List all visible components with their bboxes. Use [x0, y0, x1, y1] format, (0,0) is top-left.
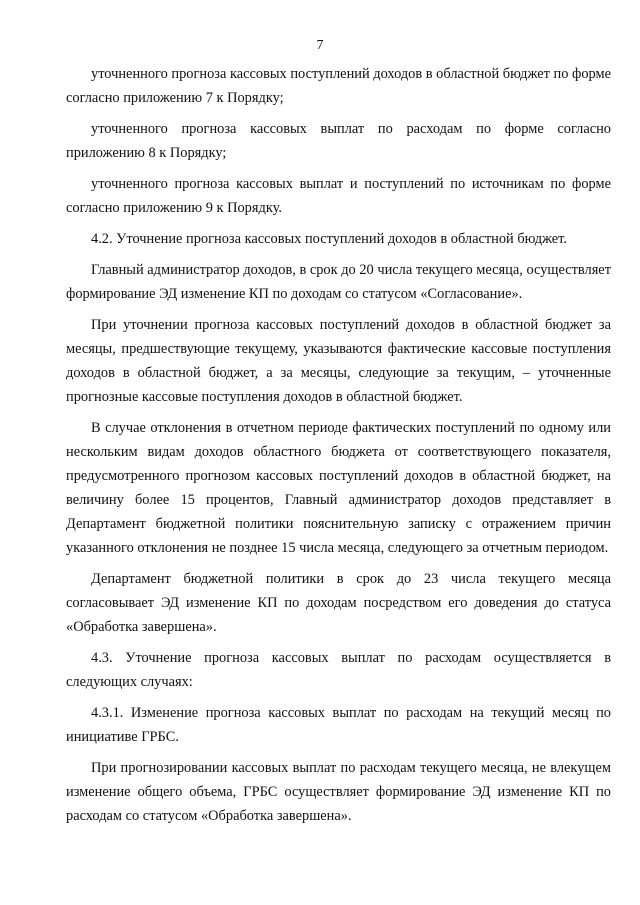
- paragraph-7: В случае отклонения в отчетном периоде фактических поступлений по одному или нескольким видам доходов областного бюджета от соответствующего показателя, предусмотренного прогнозом кассовых поступлений доходов в областной бюджет, на величину более 15 процентов, Главный администратор доходов представляет в Департамент бюджетной политики пояснительную записку с отражением причин указанного отклонения не позднее 15 числа месяца, следующего за отчетным периодом.: [66, 420, 611, 556]
- paragraph-5: Главный администратор доходов, в срок до 20 числа текущего месяца, осуществляет формирование ЭД изменение КП по доходам со статусом «Согласование».: [66, 262, 611, 302]
- section-heading-4-3: 4.3. Уточнение прогноза кассовых выплат по расходам осуществляется в следующих случаях:: [66, 650, 611, 690]
- paragraph-3: уточненного прогноза кассовых выплат и поступлений по источникам по форме согласно приложению 9 к Порядку.: [66, 176, 611, 216]
- paragraph-6: При уточнении прогноза кассовых поступлений доходов в областной бюджет за месяцы, предшествующие текущему, указываются фактические кассовые поступления доходов в областной бюджет, а за месяцы, следующие за текущим, – уточненные прогнозные кассовые поступления доходов в областной бюджет.: [66, 317, 611, 405]
- paragraph-11: При прогнозировании кассовых выплат по расходам текущего месяца, не влекущем изменение общего объема, ГРБС осуществляет формирование ЭД изменение КП по расходам со статусом «Обработка завершена».: [66, 760, 611, 824]
- section-heading-4-2: 4.2. Уточнение прогноза кассовых поступлений доходов в областной бюджет.: [91, 231, 567, 247]
- paragraph-1: уточненного прогноза кассовых поступлений доходов в областной бюджет по форме согласно приложению 7 к Порядку;: [66, 66, 611, 106]
- document-body: [66, 62, 611, 835]
- paragraph-8: Департамент бюджетной политики в срок до 23 числа текущего месяца согласовывает ЭД изменение КП по доходам посредством его доведения до статуса «Обработка завершена».: [66, 571, 611, 635]
- page-number: 7: [316, 38, 324, 53]
- paragraph-2: уточненного прогноза кассовых выплат по расходам по форме согласно приложению 8 к Порядку;: [66, 121, 611, 161]
- section-heading-4-3-1: 4.3.1. Изменение прогноза кассовых выплат по расходам на текущий месяц по инициативе ГРБС.: [66, 705, 611, 745]
